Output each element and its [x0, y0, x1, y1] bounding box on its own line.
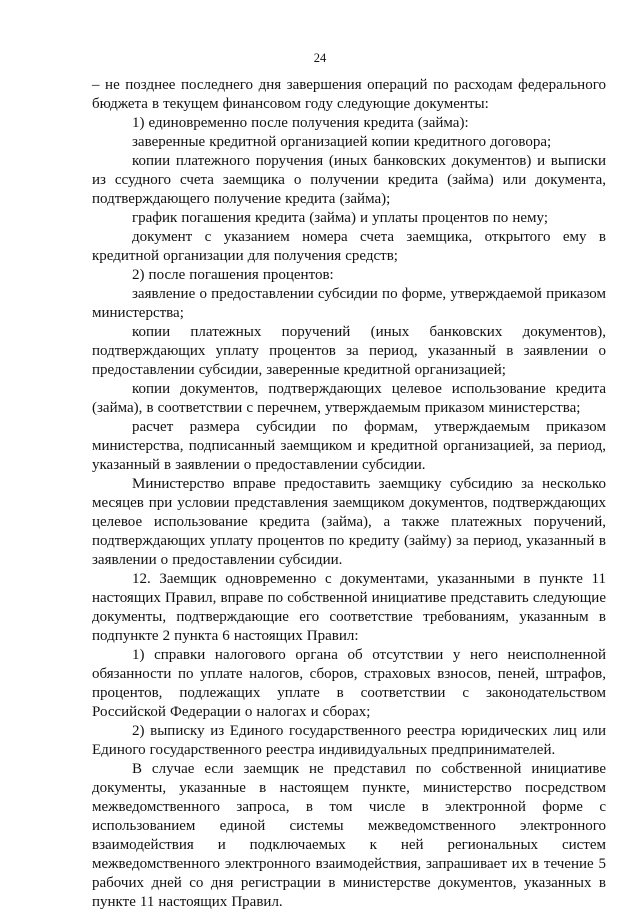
paragraph: заверенные кредитной организацией копии кредитного договора;: [132, 134, 552, 150]
document-body: [92, 76, 606, 912]
paragraph: расчет размера субсидии по формам, утверждаемым приказом министерства, подписанный заемщиком и кредитной организацией, за период, указанный в заявлении о предоставлении субсидии.: [92, 419, 606, 473]
paragraph: 1) справки налогового органа об отсутствии у него неисполненной обязанности по уплате налогов, сборов, страховых взносов, пеней, штрафов, процентов, подлежащих уплате в соответствии с законодательством Российской Федерации о налогах и сборах;: [92, 647, 606, 720]
paragraph: В случае если заемщик не представил по собственной инициативе документы, указанные в настоящем пункте, министерство посредством межведомственного запроса, в том числе в электронной форме с использованием единой системы межведомственного электронного взаимодействия и подключаемых к ней региональных систем межведомственного электронного взаимодействия, запрашивает их в течение 5 рабочих дней со дня регистрации в министерстве документов, указанных в пункте 11 настоящих Правил.: [92, 761, 606, 910]
paragraph: документ с указанием номера счета заемщика, открытого ему в кредитной организации для получения средств;: [92, 229, 606, 264]
paragraph: график погашения кредита (займа) и уплаты процентов по нему;: [132, 210, 548, 226]
paragraph: 12. Заемщик одновременно с документами, указанными в пункте 11 настоящих Правил, вправе по собственной инициативе представить следующие документы, подтверждающие его соответствие требованиям, указанным в подпункте 2 пункта 6 настоящих Правил:: [92, 571, 606, 644]
paragraph: копии документов, подтверждающих целевое использование кредита (займа), в соответствии с перечнем, утверждаемым приказом министерства;: [92, 381, 606, 416]
paragraph: копии платежного поручения (иных банковских документов) и выписки из ссудного счета заемщика о получении кредита (займа) или документа, подтверждающего получение кредита (займа);: [92, 153, 606, 207]
paragraph: 2) выписку из Единого государственного реестра юридических лиц или Единого государственного реестра индивидуальных предпринимателей.: [92, 723, 606, 758]
paragraph: Министерство вправе предоставить заемщику субсидию за несколько месяцев при условии представления заемщиком документов, подтверждающих целевое использование кредита (займа), а также платежных поручений, подтверждающих уплату процентов по кредиту (займу) за период, указанный в заявлении о предоставлении субсидии.: [92, 476, 606, 568]
paragraph: – не позднее последнего дня завершения операций по расходам федерального бюджета в текущем финансовом году следующие документы:: [92, 77, 606, 112]
paragraph: 1) единовременно после получения кредита (займа):: [132, 115, 469, 131]
paragraph: копии платежных поручений (иных банковских документов), подтверждающих уплату процентов за период, указанный в заявлении о предоставлении субсидии, заверенные кредитной организацией;: [92, 324, 606, 378]
paragraph: 2) после погашения процентов:: [132, 267, 334, 283]
page-number: 24: [313, 51, 327, 65]
paragraph: заявление о предоставлении субсидии по форме, утверждаемой приказом министерства;: [92, 286, 606, 321]
